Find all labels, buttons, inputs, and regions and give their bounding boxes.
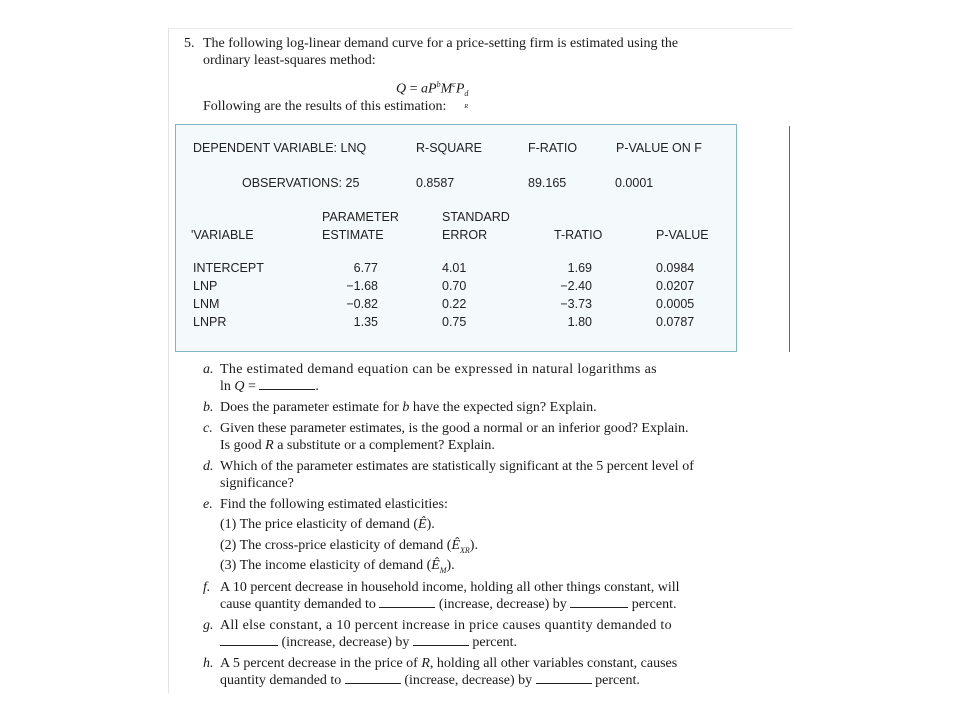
cell-variable: LNM [193,297,220,311]
question-e-intro: Find the following estimated elasticities: [220,497,448,512]
column-header-standard: STANDARD [442,210,510,224]
question-a-line1: The estimated demand equation can be expressed in natural logarithms as [220,362,657,377]
column-header-variable: 'VARIABLE [191,228,254,242]
answer-blank[interactable] [413,634,469,646]
table-row [190,315,730,333]
cell-estimate: −0.82 [346,297,378,311]
question-h-label: h. [203,656,214,671]
question-h-line2: quantity demanded to (increase, decrease) by percent. [220,673,640,688]
answer-blank[interactable] [220,634,278,646]
cell-estimate: 6.77 [353,261,378,275]
column-header-estimate: ESTIMATE [322,228,384,242]
question-b-label: b. [203,400,214,415]
cell-estimate: −1.68 [346,279,378,293]
column-header-p-value: P-VALUE [656,228,709,242]
problem-intro-line1: The following log-linear demand curve for a price-setting firm is estimated using the [203,36,679,51]
question-c-label: c. [203,421,213,436]
question-a-line2: ln Q = . [220,379,319,394]
f-ratio-value: 89.165 [528,176,567,190]
cell-t-ratio: −3.73 [560,297,592,311]
question-h-line1: A 5 percent decrease in the price of R, holding all other variables constant, causes [220,656,678,671]
demand-equation: $Q = aP^bM^cP$ d R [396,80,469,110]
header-f-ratio: F-RATIO [528,141,578,155]
question-g-label: g. [203,618,214,633]
question-f-label: f. [203,580,211,595]
header-dependent-variable: DEPENDENT VARIABLE: LNQ [193,141,367,155]
question-e-item-2: (2) The cross-price elasticity of demand $(Ê_{XR})$. [220,538,478,555]
answer-blank[interactable] [379,596,435,608]
cell-t-ratio: −2.40 [560,279,592,293]
answer-blank[interactable] [570,596,628,608]
cell-variable: LNPR [193,315,227,329]
question-d-line1: Which of the parameter estimates are statistically significant at the 5 percent level of [220,459,694,474]
p-value-on-f-value: 0.0001 [615,176,654,190]
cell-error: 0.22 [442,297,467,311]
question-e-label: e. [203,497,213,512]
question-f-line1: A 10 percent decrease in household income, holding all other things constant, will [220,580,680,595]
table-row [190,297,730,315]
cell-error: 4.01 [442,261,467,275]
cell-variable: LNP [193,279,218,293]
answer-blank[interactable] [259,378,315,390]
header-p-value-on-f: P-VALUE ON F [616,141,702,155]
answer-blank[interactable] [536,672,592,684]
question-c-line2: Is good R a substitute or a complement? Explain. [220,438,495,453]
page-edge-rule [789,126,790,352]
question-g-line1: All else constant, a 10 percent increase in price causes quantity demanded to [220,618,672,633]
answer-blank[interactable] [345,672,401,684]
question-a-label: a. [203,362,214,377]
question-c-line1: Given these parameter estimates, is the good a normal or an inferior good? Explain. [220,421,689,436]
cell-p-value: 0.0984 [656,261,695,275]
question-f-line2: cause quantity demanded to (increase, decrease) by percent. [220,597,677,612]
cell-error: 0.75 [442,315,467,329]
observations-label: OBSERVATIONS: 25 [242,176,360,190]
problem-intro-line2: ordinary least-squares method: [203,53,376,68]
question-b-text: Does the parameter estimate for b have the expected sign? Explain. [220,400,597,415]
table-row [190,279,730,297]
cell-p-value: 0.0005 [656,297,695,311]
question-g-line2: (increase, decrease) by percent. [220,634,517,651]
question-e-item-1: (1) The price elasticity of demand (Ê). [220,517,435,532]
table-row [190,261,730,279]
header-r-square: R-SQUARE [416,141,482,155]
column-header-error: ERROR [442,228,488,242]
problem-number: 5. [184,36,195,51]
cell-t-ratio: 1.80 [567,315,592,329]
cell-p-value: 0.0207 [656,279,695,293]
question-d-line2: significance? [220,476,294,491]
cell-t-ratio: 1.69 [567,261,592,275]
cell-estimate: 1.35 [353,315,378,329]
question-d-label: d. [203,459,214,474]
cell-p-value: 0.0787 [656,315,695,329]
table-body [190,261,730,333]
cell-variable: INTERCEPT [193,261,264,275]
r-square-value: 0.8587 [416,176,455,190]
column-header-parameter: PARAMETER [322,210,399,224]
column-header-t-ratio: T-RATIO [554,228,603,242]
results-intro: Following are the results of this estimation: [203,99,447,114]
question-e-item-3: (3) The income elasticity of demand $(Ê_M)$. [220,558,455,575]
cell-error: 0.70 [442,279,467,293]
